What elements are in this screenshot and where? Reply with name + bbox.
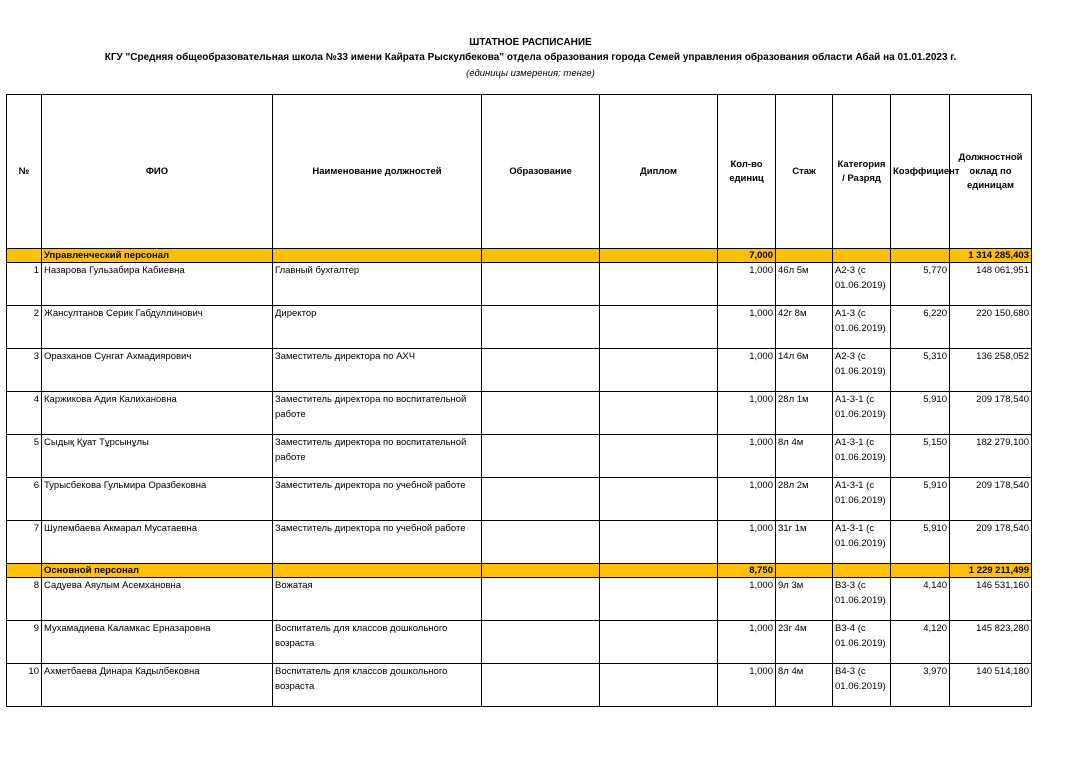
row-position[interactable]: Заместитель директора по учебной работе (273, 478, 482, 521)
row-units[interactable]: 1,000 (718, 521, 776, 564)
row-experience[interactable]: 23г 4м (776, 621, 833, 664)
row-salary[interactable]: 146 531,160 (950, 578, 1032, 621)
section-num-cell[interactable] (7, 249, 42, 263)
row-salary[interactable]: 145 823,280 (950, 621, 1032, 664)
row-category[interactable]: А1-3-1 (с 01.06.2019) (833, 392, 891, 435)
col-experience[interactable]: Стаж (776, 95, 833, 249)
section-name[interactable]: Основной персонал (42, 564, 273, 578)
row-diploma[interactable] (600, 478, 718, 521)
row-num[interactable]: 9 (7, 621, 42, 664)
row-experience[interactable]: 14л 6м (776, 349, 833, 392)
row-education[interactable] (482, 621, 600, 664)
row-experience[interactable]: 28л 1м (776, 392, 833, 435)
row-coefficient[interactable]: 3,970 (891, 664, 950, 707)
row-fio[interactable]: Ахметбаева Динара Кадылбековна (42, 664, 273, 707)
section-category-cell[interactable] (833, 249, 891, 263)
section-units[interactable]: 7,000 (718, 249, 776, 263)
row-position[interactable]: Директор (273, 306, 482, 349)
section-diploma-cell[interactable] (600, 249, 718, 263)
row-num[interactable]: 8 (7, 578, 42, 621)
row-fio[interactable]: Назарова Гульзабира Кабиевна (42, 263, 273, 306)
row-category[interactable]: В3-3 (с 01.06.2019) (833, 578, 891, 621)
row-category[interactable]: В3-4 (с 01.06.2019) (833, 621, 891, 664)
section-position-cell[interactable] (273, 564, 482, 578)
col-coefficient[interactable]: Коэффициент (891, 95, 950, 249)
table-row (7, 578, 1032, 621)
row-category[interactable]: А1-3-1 (с 01.06.2019) (833, 521, 891, 564)
row-num[interactable]: 6 (7, 478, 42, 521)
row-coefficient[interactable]: 5,770 (891, 263, 950, 306)
row-salary[interactable]: 182 279,100 (950, 435, 1032, 478)
row-units[interactable]: 1,000 (718, 621, 776, 664)
row-salary[interactable]: 136 258,052 (950, 349, 1032, 392)
staff-schedule-table (6, 94, 1032, 707)
col-fio[interactable]: ФИО (42, 95, 273, 249)
row-diploma[interactable] (600, 521, 718, 564)
section-coefficient-cell[interactable] (891, 249, 950, 263)
row-education[interactable] (482, 392, 600, 435)
section-education-cell[interactable] (482, 249, 600, 263)
row-coefficient[interactable]: 5,910 (891, 392, 950, 435)
row-position[interactable]: Главный бухгалтер (273, 263, 482, 306)
row-coefficient[interactable]: 5,310 (891, 349, 950, 392)
row-position[interactable]: Заместитель директора по воспитательной работе (273, 392, 482, 435)
section-row (7, 564, 1032, 578)
row-units[interactable]: 1,000 (718, 664, 776, 707)
table-row (7, 392, 1032, 435)
row-experience[interactable]: 8л 4м (776, 664, 833, 707)
table-row (7, 621, 1032, 664)
row-coefficient[interactable]: 5,150 (891, 435, 950, 478)
row-units[interactable]: 1,000 (718, 578, 776, 621)
row-diploma[interactable] (600, 621, 718, 664)
row-units[interactable]: 1,000 (718, 435, 776, 478)
row-salary[interactable]: 148 061,951 (950, 263, 1032, 306)
row-salary[interactable]: 140 514,180 (950, 664, 1032, 707)
table-row (7, 664, 1032, 707)
row-diploma[interactable] (600, 578, 718, 621)
row-units[interactable]: 1,000 (718, 478, 776, 521)
row-salary[interactable]: 209 178,540 (950, 478, 1032, 521)
row-num[interactable]: 4 (7, 392, 42, 435)
row-fio[interactable]: Садуева Аяулым Асемхановна (42, 578, 273, 621)
section-total[interactable]: 1 229 211,499 (950, 564, 1032, 578)
row-diploma[interactable] (600, 306, 718, 349)
row-salary[interactable]: 209 178,540 (950, 392, 1032, 435)
row-experience[interactable]: 46л 5м (776, 263, 833, 306)
row-num[interactable]: 3 (7, 349, 42, 392)
row-diploma[interactable] (600, 435, 718, 478)
row-diploma[interactable] (600, 664, 718, 707)
col-units[interactable]: Кол-во единиц (718, 95, 776, 249)
row-category[interactable]: А1-3-1 (с 01.06.2019) (833, 435, 891, 478)
row-salary[interactable]: 209 178,540 (950, 521, 1032, 564)
row-diploma[interactable] (600, 349, 718, 392)
row-coefficient[interactable]: 4,140 (891, 578, 950, 621)
row-position[interactable]: Заместитель директора по АХЧ (273, 349, 482, 392)
col-education[interactable]: Образование (482, 95, 600, 249)
row-num[interactable]: 10 (7, 664, 42, 707)
row-experience[interactable]: 42г 8м (776, 306, 833, 349)
header-row (7, 95, 1032, 249)
row-education[interactable] (482, 263, 600, 306)
table-body (7, 249, 1032, 707)
row-salary[interactable]: 220 150,680 (950, 306, 1032, 349)
row-fio[interactable]: Мухамадиева Каламкас Ерназаровна (42, 621, 273, 664)
row-position[interactable]: Воспитатель для классов дошкольного возраста (273, 621, 482, 664)
section-category-cell[interactable] (833, 564, 891, 578)
row-experience[interactable]: 9л 3м (776, 578, 833, 621)
col-diploma[interactable]: Диплом (600, 95, 718, 249)
row-num[interactable]: 7 (7, 521, 42, 564)
col-category[interactable]: Категория / Разряд (833, 95, 891, 249)
row-education[interactable] (482, 478, 600, 521)
table-row (7, 521, 1032, 564)
row-education[interactable] (482, 664, 600, 707)
row-fio[interactable]: Каржикова Адия Калихановна (42, 392, 273, 435)
row-coefficient[interactable]: 5,910 (891, 521, 950, 564)
table-row (7, 349, 1032, 392)
row-experience[interactable]: 8л 4м (776, 435, 833, 478)
row-units[interactable]: 1,000 (718, 392, 776, 435)
table-row (7, 435, 1032, 478)
row-category[interactable]: А2-3 (с 01.06.2019) (833, 263, 891, 306)
row-category[interactable]: А1-3-1 (с 01.06.2019) (833, 478, 891, 521)
row-fio[interactable]: Шулембаева Акмарал Мусатаевна (42, 521, 273, 564)
row-units[interactable]: 1,000 (718, 263, 776, 306)
row-coefficient[interactable]: 6,220 (891, 306, 950, 349)
row-education[interactable] (482, 349, 600, 392)
row-position[interactable]: Заместитель директора по воспитательной работе (273, 435, 482, 478)
row-position[interactable]: Заместитель директора по учебной работе (273, 521, 482, 564)
section-coefficient-cell[interactable] (891, 564, 950, 578)
row-education[interactable] (482, 435, 600, 478)
table-row (7, 478, 1032, 521)
section-name[interactable]: Управленческий персонал (42, 249, 273, 263)
col-position[interactable]: Наименование должностей (273, 95, 482, 249)
row-fio[interactable]: Турысбекова Гульмира Оразбековна (42, 478, 273, 521)
row-category[interactable]: В4-3 (с 01.06.2019) (833, 664, 891, 707)
row-num[interactable]: 5 (7, 435, 42, 478)
table-row (7, 263, 1032, 306)
section-units[interactable]: 8,750 (718, 564, 776, 578)
row-experience[interactable]: 31г 1м (776, 521, 833, 564)
row-units[interactable]: 1,000 (718, 349, 776, 392)
row-experience[interactable]: 28л 2м (776, 478, 833, 521)
section-row (7, 249, 1032, 263)
row-category[interactable]: А2-3 (с 01.06.2019) (833, 349, 891, 392)
row-units[interactable]: 1,000 (718, 306, 776, 349)
section-num-cell[interactable] (7, 564, 42, 578)
section-total[interactable]: 1 314 285,403 (950, 249, 1032, 263)
row-diploma[interactable] (600, 392, 718, 435)
row-education[interactable] (482, 578, 600, 621)
row-education[interactable] (482, 521, 600, 564)
row-num[interactable]: 1 (7, 263, 42, 306)
section-experience-cell[interactable] (776, 564, 833, 578)
document-subtitle: КГУ "Средняя общеобразовательная школа №33 имени Кайрата Рыскулбекова" отдела образования города Семей управления образования области Абай на 01.01.2023 г. (104, 52, 957, 63)
row-fio[interactable]: Жансултанов Серик Габдуллинович (42, 306, 273, 349)
section-diploma-cell[interactable] (600, 564, 718, 578)
table-row (7, 306, 1032, 349)
units-note: (единицы измерения: тенге) (466, 68, 595, 79)
section-education-cell[interactable] (482, 564, 600, 578)
row-coefficient[interactable]: 4,120 (891, 621, 950, 664)
section-experience-cell[interactable] (776, 249, 833, 263)
col-salary[interactable]: Должностной оклад по единицам (950, 95, 1032, 249)
row-education[interactable] (482, 306, 600, 349)
row-coefficient[interactable]: 5,910 (891, 478, 950, 521)
document-title: ШТАТНОЕ РАСПИСАНИЕ (469, 37, 592, 48)
row-position[interactable]: Вожатая (273, 578, 482, 621)
row-position[interactable]: Воспитатель для классов дошкольного возраста (273, 664, 482, 707)
row-fio[interactable]: Оразханов Сунгат Ахмадиярович (42, 349, 273, 392)
row-fio[interactable]: Сыдық Қуат Тұрсынұлы (42, 435, 273, 478)
row-category[interactable]: А1-3 (с 01.06.2019) (833, 306, 891, 349)
row-diploma[interactable] (600, 263, 718, 306)
section-position-cell[interactable] (273, 249, 482, 263)
row-num[interactable]: 2 (7, 306, 42, 349)
col-num[interactable]: № (7, 95, 42, 249)
